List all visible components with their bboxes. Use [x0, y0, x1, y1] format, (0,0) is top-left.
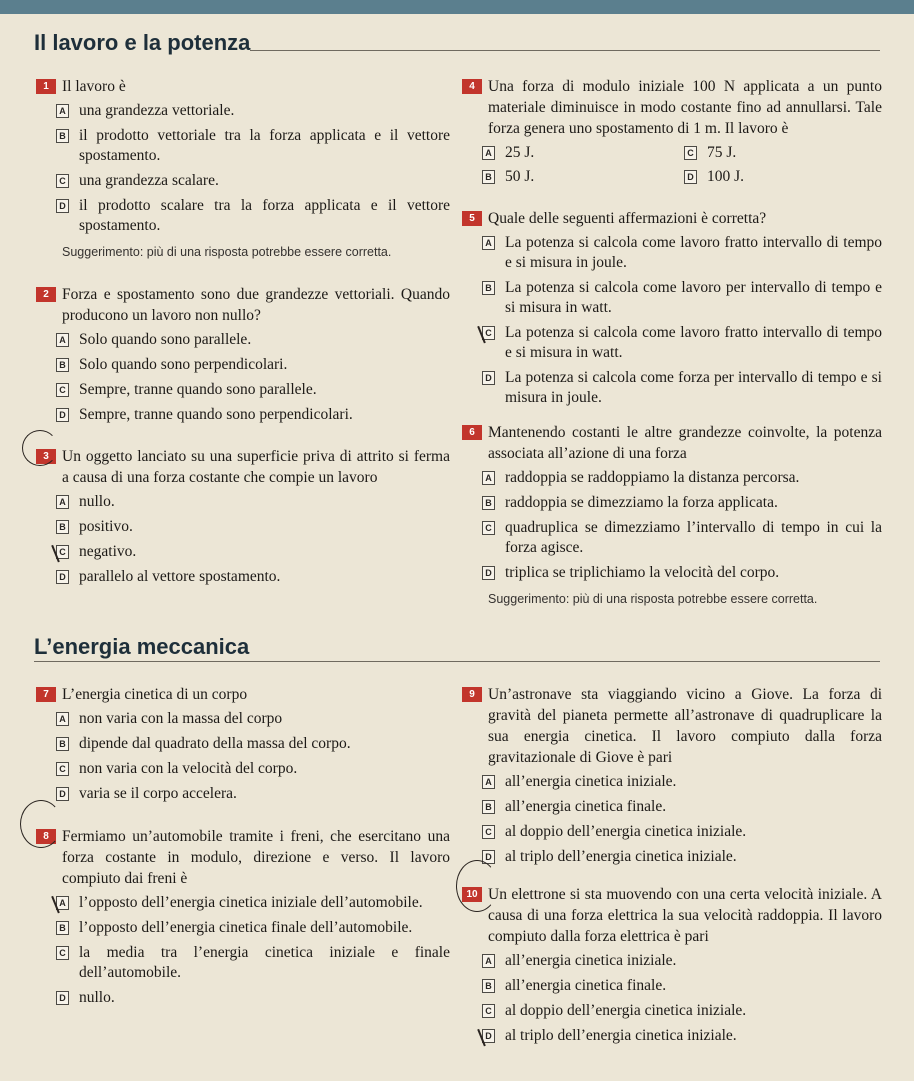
option-letter: C — [684, 146, 697, 160]
option-text: 50 J. — [505, 168, 535, 185]
option-text: una grandezza scalare. — [79, 172, 219, 189]
option-text: positivo. — [79, 518, 133, 535]
option-text: al doppio dell’energia cinetica iniziale. — [505, 823, 747, 840]
question-1 — [43, 76, 450, 261]
option-c[interactable] — [485, 323, 882, 363]
option-text: negativo. — [79, 543, 137, 560]
option-text: all’energia cinetica iniziale. — [505, 952, 677, 969]
option-text: il prodotto vettoriale tra la forza applicata e il vettore spostamento. — [79, 127, 450, 164]
option-text: Solo quando sono parallele. — [79, 331, 252, 348]
option-text: 25 J. — [505, 144, 535, 161]
option-letter: D — [56, 991, 69, 1005]
option-text: nullo. — [79, 989, 115, 1006]
option-letter: B — [56, 737, 69, 751]
top-color-band — [0, 0, 914, 14]
option-letter: C — [56, 946, 69, 960]
option-letter: D — [482, 1029, 495, 1043]
option-letter: C — [482, 825, 495, 839]
option-d[interactable] — [485, 847, 882, 867]
pencil-circle-mark — [22, 430, 58, 466]
option-letter: A — [482, 471, 495, 485]
question-2 — [43, 284, 450, 430]
option-letter: D — [482, 850, 495, 864]
option-c[interactable] — [59, 171, 450, 191]
option-a[interactable] — [59, 492, 450, 512]
option-d[interactable] — [59, 405, 450, 425]
option-c[interactable] — [59, 943, 450, 983]
option-letter: D — [684, 170, 697, 184]
option-d[interactable] — [59, 784, 450, 804]
option-text: La potenza si calcola come forza per intervallo di tempo e si misura in joule. — [505, 369, 882, 406]
option-letter: A — [482, 146, 495, 160]
question-number: 3 — [36, 449, 56, 464]
option-b[interactable] — [59, 355, 450, 375]
question-number: 10 — [462, 887, 482, 902]
option-letter: B — [482, 281, 495, 295]
section-title-work-power: Il lavoro e la potenza — [34, 30, 251, 55]
option-text: 75 J. — [707, 144, 737, 161]
option-letter: B — [56, 129, 69, 143]
option-d[interactable] — [59, 988, 450, 1008]
option-letter: B — [482, 170, 495, 184]
option-letter: C — [56, 762, 69, 776]
option-text: al triplo dell’energia cinetica iniziale. — [505, 1027, 737, 1044]
question-number: 9 — [462, 687, 482, 702]
option-text: l’opposto dell’energia cinetica iniziale dell’automobile. — [79, 894, 423, 911]
question-4 — [469, 76, 882, 191]
option-c[interactable] — [59, 759, 450, 779]
hint-text: Suggerimento: più di una risposta potrebbe essere corretta. — [488, 592, 818, 606]
option-text: La potenza si calcola come lavoro fratto intervallo di tempo e si misura in watt. — [505, 324, 882, 361]
option-text: raddoppia se raddoppiamo la distanza percorsa. — [505, 469, 800, 486]
option-text: La potenza si calcola come lavoro fratto intervallo di tempo e si misura in joule. — [505, 234, 882, 271]
question-stem: Quale delle seguenti affermazioni è corretta? — [488, 210, 767, 227]
option-text: all’energia cinetica finale. — [505, 798, 667, 815]
option-b[interactable] — [59, 517, 450, 537]
option-a[interactable] — [485, 772, 882, 792]
option-letter: A — [56, 712, 69, 726]
option-b[interactable] — [59, 126, 450, 166]
question-number: 5 — [462, 211, 482, 226]
option-letter: C — [482, 326, 495, 340]
option-letter: B — [482, 496, 495, 510]
question-number: 8 — [36, 829, 56, 844]
option-letter: A — [482, 954, 495, 968]
option-text: La potenza si calcola come lavoro per intervallo di tempo e si misura in watt. — [505, 279, 882, 316]
option-letter: B — [56, 358, 69, 372]
option-letter: C — [482, 521, 495, 535]
option-text: dipende dal quadrato della massa del corpo. — [79, 735, 351, 752]
question-number: 6 — [462, 425, 482, 440]
option-text: all’energia cinetica iniziale. — [505, 773, 677, 790]
option-text: l’opposto dell’energia cinetica finale dell’automobile. — [79, 919, 413, 936]
option-text: 100 J. — [707, 168, 745, 185]
option-text: Sempre, tranne quando sono parallele. — [79, 381, 317, 398]
option-d[interactable] — [485, 563, 882, 583]
question-3 — [43, 446, 450, 592]
option-letter: B — [56, 921, 69, 935]
option-letter: B — [482, 979, 495, 993]
option-d[interactable] — [485, 368, 882, 408]
option-d[interactable] — [485, 1026, 882, 1046]
question-stem: Mantenendo costanti le altre grandezze coinvolte, la potenza associata all’azione di una forza — [488, 424, 882, 462]
option-b[interactable] — [485, 167, 680, 187]
option-letter: A — [56, 333, 69, 347]
option-c[interactable] — [485, 518, 882, 558]
option-text: la media tra l’energia cinetica iniziale e finale dell’automobile. — [79, 944, 450, 981]
option-text: non varia con la velocità del corpo. — [79, 760, 298, 777]
option-text: triplica se triplichiamo la velocità del corpo. — [505, 564, 780, 581]
hint-text: Suggerimento: più di una risposta potrebbe essere corretta. — [62, 245, 392, 259]
option-d[interactable] — [687, 167, 882, 187]
option-c[interactable] — [485, 822, 882, 842]
option-a[interactable] — [485, 143, 680, 163]
option-letter: D — [56, 570, 69, 584]
option-a[interactable] — [485, 233, 882, 273]
question-number: 1 — [36, 79, 56, 94]
option-c[interactable] — [59, 542, 450, 562]
option-a[interactable] — [59, 893, 450, 913]
question-stem: Un elettrone si sta muovendo con una certa velocità iniziale. A causa di una forza elettrica la sua velocità raddoppia. Il lavoro compiuto dalla forza elettrica è pari — [488, 886, 882, 945]
option-a[interactable] — [59, 709, 450, 729]
option-a[interactable] — [59, 101, 450, 121]
question-5 — [469, 208, 882, 413]
option-letter: B — [56, 520, 69, 534]
pencil-circle-mark — [20, 800, 62, 848]
option-text: all’energia cinetica finale. — [505, 977, 667, 994]
option-letter: A — [482, 775, 495, 789]
option-b[interactable] — [485, 976, 882, 996]
question-stem: Un oggetto lanciato su una superficie priva di attrito si ferma a causa di una forza costante che compie un lavoro — [62, 448, 450, 486]
question-stem: Forza e spostamento sono due grandezze vettoriali. Quando producono un lavoro non nullo? — [62, 286, 450, 324]
option-a[interactable] — [59, 330, 450, 350]
section-title-mechanical-energy: L’energia meccanica — [34, 634, 250, 659]
option-letter: C — [56, 383, 69, 397]
option-c[interactable] — [59, 380, 450, 400]
section-rule — [34, 661, 880, 662]
section-rule — [250, 50, 880, 51]
option-letter: D — [56, 199, 69, 213]
question-number: 2 — [36, 287, 56, 302]
option-b[interactable] — [59, 918, 450, 938]
option-text: Sempre, tranne quando sono perpendicolari. — [79, 406, 353, 423]
option-letter: A — [482, 236, 495, 250]
option-b[interactable] — [485, 278, 882, 318]
question-10 — [466, 884, 882, 1051]
question-stem: Una forza di modulo iniziale 100 N applicata a un punto materiale diminuisce in modo costante fino ad annullarsi. Tale forza genera uno spostamento di 1 m. Il lavoro è — [488, 78, 882, 137]
option-a[interactable] — [485, 951, 882, 971]
option-text: quadruplica se dimezziamo l’intervallo di tempo in cui la forza agisce. — [505, 519, 882, 556]
option-d[interactable] — [59, 567, 450, 587]
option-text: Solo quando sono perpendicolari. — [79, 356, 288, 373]
option-text: nullo. — [79, 493, 115, 510]
question-6 — [469, 422, 882, 608]
option-text: parallelo al vettore spostamento. — [79, 568, 281, 585]
option-text: non varia con la massa del corpo — [79, 710, 283, 727]
option-letter: D — [482, 371, 495, 385]
option-letter: B — [482, 800, 495, 814]
option-letter: C — [56, 174, 69, 188]
option-b[interactable] — [485, 493, 882, 513]
option-c[interactable] — [687, 143, 882, 163]
question-stem: L’energia cinetica di un corpo — [62, 686, 248, 703]
option-text: una grandezza vettoriale. — [79, 102, 235, 119]
question-7 — [43, 684, 450, 809]
question-8 — [43, 826, 450, 1013]
question-stem: Il lavoro è — [62, 78, 126, 95]
option-letter: C — [482, 1004, 495, 1018]
option-b[interactable] — [485, 797, 882, 817]
option-letter: A — [56, 104, 69, 118]
option-letter: A — [56, 896, 69, 910]
option-d[interactable] — [59, 196, 450, 236]
option-letter: D — [56, 787, 69, 801]
option-c[interactable] — [485, 1001, 882, 1021]
question-9 — [469, 684, 882, 872]
option-letter: D — [482, 566, 495, 580]
option-letter: D — [56, 408, 69, 422]
option-text: varia se il corpo accelera. — [79, 785, 237, 802]
option-a[interactable] — [485, 468, 882, 488]
option-letter: A — [56, 495, 69, 509]
option-text: raddoppia se dimezziamo la forza applicata. — [505, 494, 778, 511]
question-number: 7 — [36, 687, 56, 702]
option-text: al triplo dell’energia cinetica iniziale. — [505, 848, 737, 865]
question-number: 4 — [462, 79, 482, 94]
option-letter: C — [56, 545, 69, 559]
option-b[interactable] — [59, 734, 450, 754]
option-text: al doppio dell’energia cinetica iniziale. — [505, 1002, 747, 1019]
question-stem: Fermiamo un’automobile tramite i freni, che esercitano una forza costante in modulo, direzione e verso. Il lavoro compiuto dai freni è — [62, 828, 450, 887]
pencil-circle-mark — [456, 860, 498, 912]
option-text: il prodotto scalare tra la forza applicata e il vettore spostamento. — [79, 197, 450, 234]
question-stem: Un’astronave sta viaggiando vicino a Giove. La forza di gravità del pianeta permette all’astronave di quadruplicare la sua energia cinetica. Il lavoro compiuto dalla forza gravitazionale di Giove è pari — [488, 686, 882, 766]
